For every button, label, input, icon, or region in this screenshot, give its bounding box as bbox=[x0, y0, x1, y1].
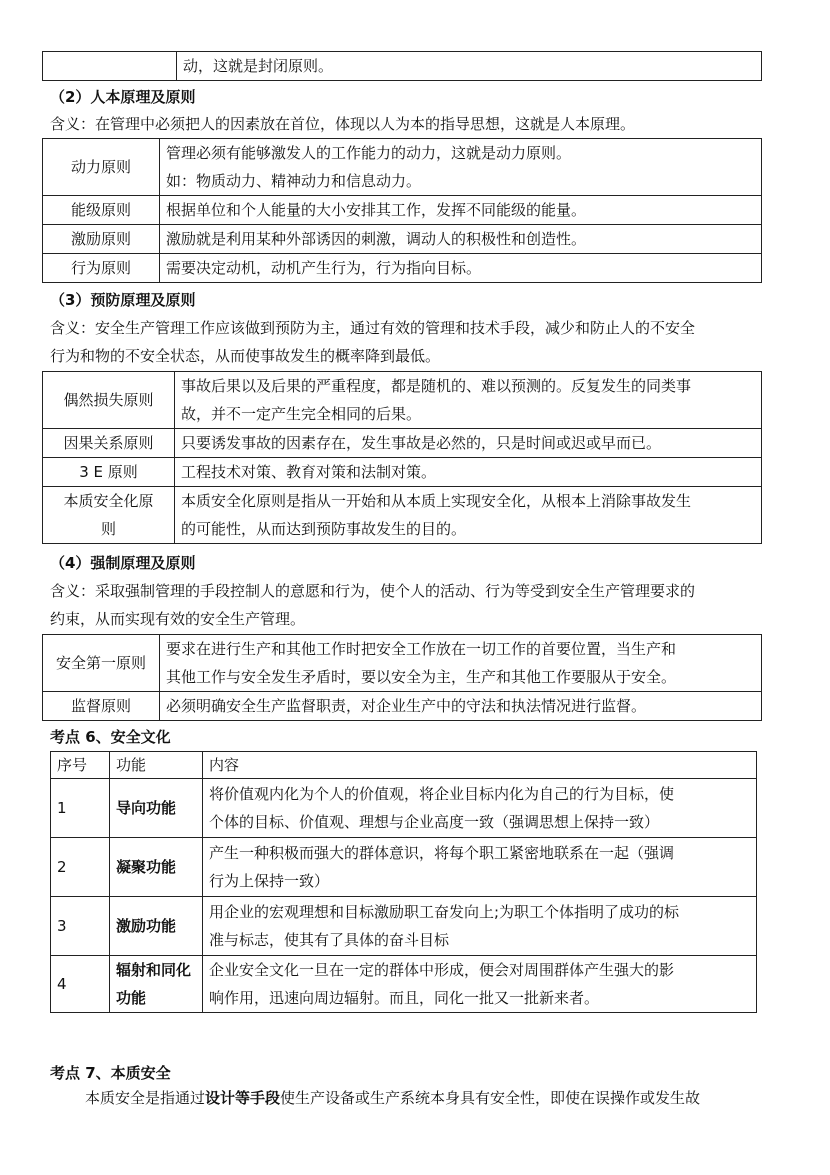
paragraph: 含义：在管理中必须把人的因素放在首位，体现以人为本的指导思想，这就是人本原理。 bbox=[50, 115, 636, 133]
table-cell: 动，这就是封闭原则。 bbox=[177, 52, 762, 81]
function-name bbox=[110, 956, 203, 1013]
table-row bbox=[43, 52, 762, 81]
table-row bbox=[43, 254, 762, 283]
principle-desc bbox=[160, 139, 762, 196]
principle-name: 动力原则 bbox=[43, 139, 160, 196]
principle-desc: 必须明确安全生产监督职责，对企业生产中的守法和执法情况进行监督。 bbox=[160, 692, 762, 721]
emphasis: 设计等手段 bbox=[205, 1089, 281, 1107]
section-heading: （2）人本原理及原则 bbox=[50, 88, 196, 106]
desc-line: 如：物质动力、精神动力和信息动力。 bbox=[166, 172, 422, 190]
function-name: 激励功能 bbox=[110, 897, 203, 956]
principle-desc: 只要诱发事故的因素存在，发生事故是必然的，只是时间或迟或早而已。 bbox=[175, 429, 762, 458]
table-row bbox=[43, 429, 762, 458]
name-line: 本质安全化原 bbox=[63, 492, 154, 510]
principle-desc bbox=[160, 635, 762, 692]
table-row bbox=[43, 372, 762, 429]
content-line: 用企业的宏观理想和目标激励职工奋发向上;为职工个体指明了成功的标 bbox=[209, 903, 680, 921]
content-line: 行为上保持一致） bbox=[209, 872, 330, 890]
principle-name: 行为原则 bbox=[43, 254, 160, 283]
function-name: 凝聚功能 bbox=[110, 838, 203, 897]
table-row bbox=[43, 139, 762, 196]
function-content bbox=[203, 779, 757, 838]
row-number: 4 bbox=[51, 956, 110, 1013]
paragraph: 含义：采取强制管理的手段控制人的意愿和行为，使个人的活动、行为等受到安全生产管理要求的 bbox=[50, 582, 696, 600]
principle-name: 监督原则 bbox=[43, 692, 160, 721]
principle-desc: 激励就是利用某种外部诱因的刺激，调动人的积极性和创造性。 bbox=[160, 225, 762, 254]
section-heading: （3）预防原理及原则 bbox=[50, 291, 196, 309]
text-run: 本质安全是指通过 bbox=[85, 1089, 206, 1107]
content-line: 响作用，迅速向周边辐射。而且，同化一批又一批新来者。 bbox=[209, 989, 600, 1007]
row-number: 3 bbox=[51, 897, 110, 956]
desc-line: 本质安全化原则是指从一开始和从本质上实现安全化，从根本上消除事故发生 bbox=[181, 492, 692, 510]
function-name: 导向功能 bbox=[110, 779, 203, 838]
table-row bbox=[51, 897, 757, 956]
name-line: 则 bbox=[100, 520, 116, 538]
table-row bbox=[43, 458, 762, 487]
principle-table bbox=[42, 634, 762, 721]
table-row bbox=[43, 196, 762, 225]
table-row bbox=[43, 225, 762, 254]
table-row bbox=[43, 635, 762, 692]
table-cell bbox=[43, 52, 177, 81]
principle-desc bbox=[175, 487, 762, 544]
content-line: 将价值观内化为个人的价值观，将企业目标内化为自己的行为目标，使 bbox=[209, 785, 675, 803]
principle-name bbox=[43, 487, 175, 544]
section-heading: （4）强制原理及原则 bbox=[50, 554, 196, 572]
content-line: 准与标志，使其有了具体的奋斗目标 bbox=[209, 931, 450, 949]
column-header: 序号 bbox=[51, 752, 110, 779]
paragraph: 行为和物的不安全状态，从而使事故发生的概率降到最低。 bbox=[50, 347, 441, 365]
table-row bbox=[51, 779, 757, 838]
safety-culture-table bbox=[50, 751, 757, 1013]
table-row bbox=[51, 838, 757, 897]
desc-line: 的可能性，从而达到预防事故发生的目的。 bbox=[181, 520, 467, 538]
table-row bbox=[43, 487, 762, 544]
function-content bbox=[203, 838, 757, 897]
column-header: 功能 bbox=[110, 752, 203, 779]
principle-desc bbox=[175, 372, 762, 429]
row-number: 1 bbox=[51, 779, 110, 838]
column-header: 内容 bbox=[203, 752, 757, 779]
function-content bbox=[203, 897, 757, 956]
principle-table bbox=[42, 138, 762, 283]
table-row bbox=[43, 692, 762, 721]
function-line: 功能 bbox=[116, 989, 147, 1007]
content-line: 企业安全文化一旦在一定的群体中形成，便会对周围群体产生强大的影 bbox=[209, 961, 675, 979]
table-row bbox=[51, 956, 757, 1013]
paragraph: 约束，从而实现有效的安全生产管理。 bbox=[50, 610, 306, 628]
desc-line: 故，并不一定产生完全相同的后果。 bbox=[181, 405, 422, 423]
content-line: 产生一种积极而强大的群体意识，将每个职工紧密地联系在一起（强调 bbox=[209, 844, 675, 862]
content-line: 个体的目标、价值观、理想与企业高度一致（强调思想上保持一致） bbox=[209, 813, 660, 831]
desc-line: 要求在进行生产和其他工作时把安全工作放在一切工作的首要位置，当生产和 bbox=[166, 640, 677, 658]
table-header-row bbox=[51, 752, 757, 779]
principle-desc: 需要决定动机，动机产生行为，行为指向目标。 bbox=[160, 254, 762, 283]
principle-name: 安全第一原则 bbox=[43, 635, 160, 692]
principle-table bbox=[42, 371, 762, 544]
text-run: 使生产设备或生产系统本身具有安全性，即使在误操作或发生故 bbox=[280, 1089, 701, 1107]
principle-name: 激励原则 bbox=[43, 225, 160, 254]
paragraph bbox=[85, 1084, 700, 1112]
principle-desc: 工程技术对策、教育对策和法制对策。 bbox=[175, 458, 762, 487]
function-content bbox=[203, 956, 757, 1013]
principle-name: 偶然损失原则 bbox=[43, 372, 175, 429]
paragraph: 含义：安全生产管理工作应该做到预防为主，通过有效的管理和技术手段，减少和防止人的不安全 bbox=[50, 319, 696, 337]
section-heading: 考点 7、本质安全 bbox=[50, 1064, 171, 1082]
top-table bbox=[42, 51, 762, 81]
section-heading: 考点 6、安全文化 bbox=[50, 728, 171, 746]
principle-name: 能级原则 bbox=[43, 196, 160, 225]
desc-line: 事故后果以及后果的严重程度，都是随机的、难以预测的。反复发生的同类事 bbox=[181, 377, 692, 395]
row-number: 2 bbox=[51, 838, 110, 897]
principle-name: 3 E 原则 bbox=[43, 458, 175, 487]
desc-line: 管理必须有能够激发人的工作能力的动力，这就是动力原则。 bbox=[166, 144, 572, 162]
function-line: 辐射和同化 bbox=[116, 961, 192, 979]
principle-desc: 根据单位和个人能量的大小安排其工作，发挥不同能级的能量。 bbox=[160, 196, 762, 225]
desc-line: 其他工作与安全发生矛盾时，要以安全为主，生产和其他工作要服从于安全。 bbox=[166, 668, 677, 686]
principle-name: 因果关系原则 bbox=[43, 429, 175, 458]
